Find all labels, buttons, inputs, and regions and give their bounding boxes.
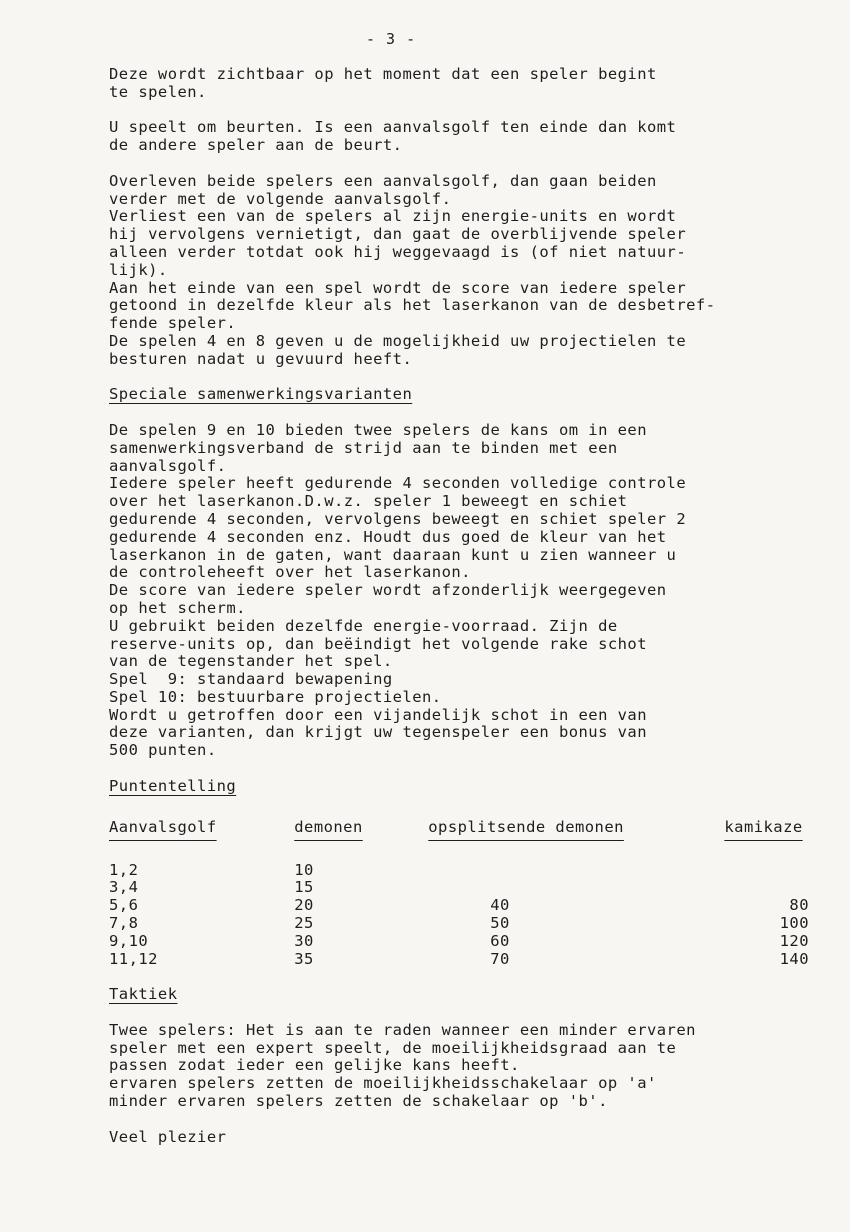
text-line: Verliest een van de spelers al zijn energie-units en wordt xyxy=(109,207,677,226)
text-line: Aan het einde van een spel wordt de score van iedere speler xyxy=(109,278,687,297)
text-line: U gebruikt beiden dezelfde energie-voorraad. Zijn de xyxy=(109,616,618,635)
table-row xyxy=(109,862,809,880)
col-header: demonen xyxy=(294,817,363,836)
text-line: lijk). xyxy=(109,260,168,279)
col-header: kamikaze xyxy=(724,817,803,836)
tactics-heading: Taktiek xyxy=(109,985,178,1004)
text-line: verder met de volgende aanvalsgolf. xyxy=(109,189,452,208)
text-line: Spel 9: standaard bewapening xyxy=(109,670,393,689)
col-header: Aanvalsgolf xyxy=(109,817,217,836)
text-line: Deze wordt zichtbaar op het moment dat een speler begint xyxy=(109,65,657,83)
text-line: laserkanon in de gaten, want daaraan kunt u zien wanneer u xyxy=(109,545,677,564)
text-line: te spelen. xyxy=(109,82,207,101)
text-line: besturen nadat u gevuurd heeft. xyxy=(109,349,413,368)
table-cell: 15 xyxy=(294,878,314,897)
text-line: De spelen 4 en 8 geven u de mogelijkheid uw projectielen te xyxy=(109,331,687,350)
text-line: 500 punten. xyxy=(109,741,217,760)
text-line: hij vervolgens vernietigt, dan gaat de overblijvende speler xyxy=(109,225,687,244)
text-line: Twee spelers: Het is aan te raden wanneer een minder ervaren xyxy=(109,1020,696,1039)
paragraph xyxy=(109,66,809,102)
table-cell: 10 xyxy=(294,860,314,879)
text-line: op het scherm. xyxy=(109,598,246,617)
table-cell: 9,10 xyxy=(109,931,149,950)
table-cell xyxy=(724,879,809,897)
text-line: alleen verder totdat ook hij weggevaagd is (of niet natuur- xyxy=(109,242,687,261)
points-table-header xyxy=(109,818,809,838)
col-header: opsplitsende demonen xyxy=(428,817,624,836)
paragraph xyxy=(109,119,809,155)
page-number: - 3 - xyxy=(366,30,417,48)
text-line: reserve-units op, dan beëindigt het volgende rake schot xyxy=(109,634,647,653)
table-cell: 70 xyxy=(490,949,510,968)
text-line: deze varianten, dan krijgt uw tegenspeler een bonus van xyxy=(109,723,647,742)
closing-line: Veel plezier xyxy=(109,1127,227,1146)
text-line: Overleven beide spelers een aanvalsgolf, dan gaan beiden xyxy=(109,171,657,190)
paragraph xyxy=(109,173,809,369)
table-row xyxy=(109,897,809,915)
text-line: fende speler. xyxy=(109,314,237,333)
points-heading: Puntentelling xyxy=(109,776,237,795)
table-row xyxy=(109,915,809,933)
table-row xyxy=(109,951,809,969)
intro-section xyxy=(109,66,809,369)
table-cell xyxy=(724,862,809,880)
table-cell: 20 xyxy=(294,896,314,915)
text-line: aanvalsgolf. xyxy=(109,456,227,475)
points-table xyxy=(109,818,809,969)
table-cell: 1,2 xyxy=(109,860,139,879)
table-cell: 120 xyxy=(779,931,809,950)
text-line: van de tegenstander het spel. xyxy=(109,652,393,671)
text-line: Wordt u getroffen door een vijandelijk schot in een van xyxy=(109,705,647,724)
text-line: De spelen 9 en 10 bieden twee spelers de kans om in een xyxy=(109,420,647,439)
table-cell: 7,8 xyxy=(109,914,139,933)
table-cell: 60 xyxy=(490,931,510,950)
text-line: Spel 10: bestuurbare projectielen. xyxy=(109,687,442,706)
table-cell xyxy=(428,879,724,897)
coop-body xyxy=(109,422,809,760)
text-line: over het laserkanon.D.w.z. speler 1 beweegt en schiet xyxy=(109,492,628,511)
table-cell: 11,12 xyxy=(109,949,158,968)
table-cell: 140 xyxy=(779,949,809,968)
text-line: gedurende 4 seconden, vervolgens beweegt en schiet speler 2 xyxy=(109,509,687,528)
text-line: speler met een expert speelt, de moeilijkheidsgraad aan te xyxy=(109,1038,677,1057)
text-line: minder ervaren spelers zetten de schakelaar op 'b'. xyxy=(109,1092,608,1111)
table-cell: 30 xyxy=(294,931,314,950)
text-line: gedurende 4 seconden enz. Houdt dus goed de kleur van het xyxy=(109,527,667,546)
table-spacer xyxy=(109,838,809,862)
table-cell: 3,4 xyxy=(109,878,139,897)
text-line: de andere speler aan de beurt. xyxy=(109,136,403,155)
table-cell xyxy=(428,862,724,880)
table-cell: 35 xyxy=(294,949,314,968)
document-body xyxy=(109,30,809,1146)
table-cell: 5,6 xyxy=(109,896,139,915)
text-line: Iedere speler heeft gedurende 4 seconden volledige controle xyxy=(109,474,687,493)
text-line: U speelt om beurten. Is een aanvalsgolf ten einde dan komt xyxy=(109,118,677,137)
coop-heading: Speciale samenwerkingsvarianten xyxy=(109,385,413,404)
table-cell: 80 xyxy=(789,896,809,915)
table-cell: 40 xyxy=(490,896,510,915)
table-row xyxy=(109,933,809,951)
tactics-body xyxy=(109,1022,809,1111)
text-line: passen zodat ieder een gelijke kans heeft. xyxy=(109,1056,520,1075)
text-line: De score van iedere speler wordt afzonderlijk weergegeven xyxy=(109,581,667,600)
text-line: getoond in dezelfde kleur als het laserkanon van de desbetref- xyxy=(109,296,716,315)
table-cell: 100 xyxy=(779,914,809,933)
text-line: samenwerkingsverband de strijd aan te binden met een xyxy=(109,438,618,457)
text-line: ervaren spelers zetten de moeilijkheidsschakelaar op 'a' xyxy=(109,1074,657,1093)
table-cell: 50 xyxy=(490,914,510,933)
table-cell: 25 xyxy=(294,914,314,933)
text-line: de controleheeft over het laserkanon. xyxy=(109,563,471,582)
table-row xyxy=(109,879,809,897)
